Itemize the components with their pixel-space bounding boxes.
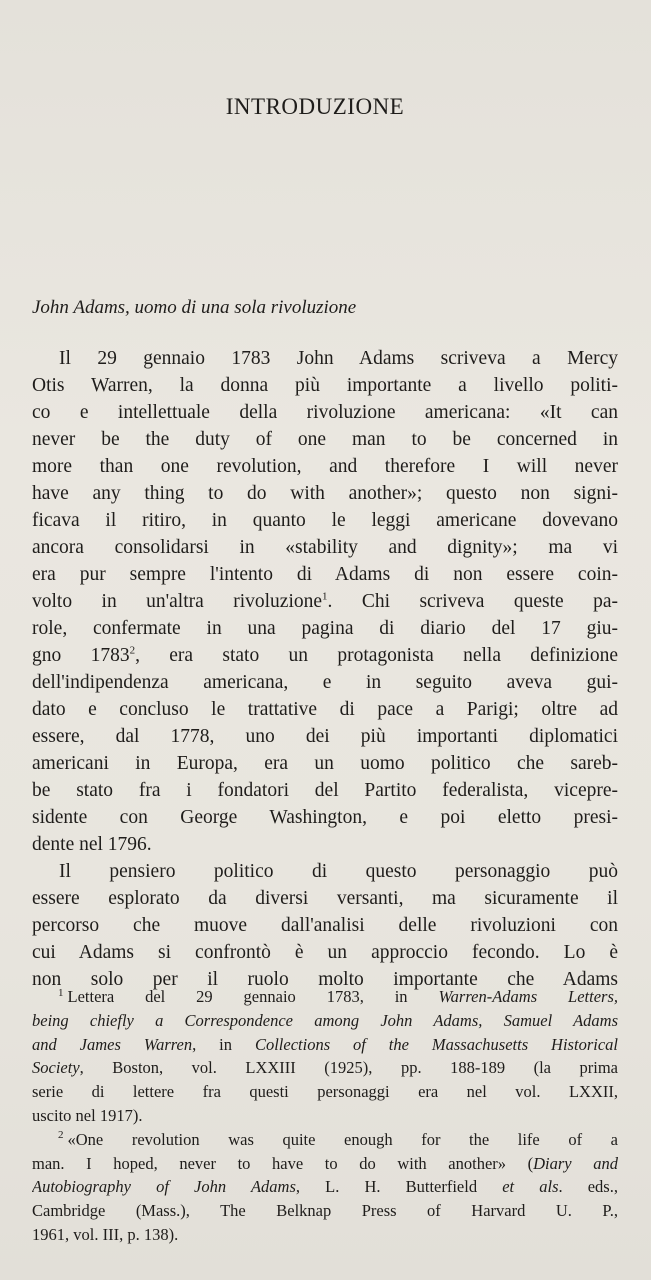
body-line: ancora consolidarsi in «stability and dignity»; ma vi (32, 537, 618, 558)
footnote-1-line (32, 1009, 618, 1033)
body-line: co e intellettuale della rivoluzione americana: «It can (32, 402, 618, 423)
body-line: cui Adams si confrontò è un approccio fecondo. Lo è (32, 942, 618, 963)
footnote-text: «One revolution was quite enough for the life of a (67, 1129, 618, 1149)
footnote-text: , Boston, vol. LXXIII (1925), pp. 188-189 (la prima (79, 1058, 618, 1078)
footnote-text: Lettera del 29 gennaio 1783, in (67, 987, 439, 1006)
footnote-text: . eds., (558, 1177, 618, 1197)
body-line: essere esplorato da diversi versanti, ma sicuramente il (32, 888, 618, 909)
footnote-italic: Diary and (533, 1153, 618, 1173)
footnote-italic: Society (32, 1058, 80, 1078)
footnote-1-mark: 1 (58, 986, 64, 999)
footnote-2-line: 1961, vol. III, p. 138). (32, 1224, 179, 1244)
footnote-text: , L. H. Butterfield (295, 1177, 503, 1197)
footnote-ref-2: 2 (129, 644, 136, 657)
body-line-head: volto in un'altra rivoluzione (32, 591, 323, 612)
body-line: dato e concluso le trattative di pace a Parigi; oltre ad (32, 699, 618, 720)
body-line: ficava il ritiro, in quanto le leggi americane dovevano (32, 510, 618, 531)
body-line-head: gno 1783 (32, 645, 130, 666)
footnote-2-line (32, 1152, 618, 1176)
body-line (32, 642, 618, 669)
body-line: more than one revolution, and therefore I will never (32, 456, 618, 477)
body-line: sidente con George Washington, e poi eletto presi- (32, 807, 618, 828)
body-line: era pur sempre l'intento di Adams di non essere coin- (32, 564, 618, 585)
footnotes (32, 985, 618, 1247)
body-line: percorso che muove dall'analisi delle rivoluzioni con (32, 915, 618, 936)
body-line: Otis Warren, la donna più importante a livello politi- (32, 375, 618, 396)
footnote-text: , in (192, 1034, 255, 1054)
body-line: dell'indipendenza americana, e in seguito aveva gui- (32, 672, 618, 693)
footnote-2-line (32, 1128, 618, 1152)
body-line-tail: , era stato un protagonista nella definizione (135, 645, 618, 666)
footnote-2-line (32, 1175, 618, 1199)
body-line: Il 29 gennaio 1783 John Adams scriveva a Mercy (59, 348, 618, 369)
footnote-italic: Collections of the Massachusetts Historical (254, 1034, 618, 1054)
footnote-italic: Autobiography of John Adams (32, 1177, 296, 1197)
body-line: non solo per il ruolo molto importante che Adams (32, 969, 618, 990)
body-line (32, 588, 618, 615)
body-line: Il pensiero politico di questo personaggio può (59, 861, 618, 882)
body-line: have any thing to do with another»; questo non signi- (32, 483, 618, 504)
footnote-1-line (32, 1056, 618, 1080)
footnote-italic: and James Warren (32, 1034, 193, 1054)
body-line: essere, dal 1778, uno dei più importanti diplomatici (32, 726, 618, 747)
footnote-1-line: uscito nel 1917). (32, 1105, 143, 1125)
body-line: dente nel 1796. (32, 834, 152, 855)
footnote-2-line: Cambridge (Mass.), The Belknap Press of Harvard U. P., (32, 1201, 618, 1221)
footnote-1-line (32, 985, 618, 1009)
footnote-1-line (32, 1033, 618, 1057)
footnote-2-mark: 2 (58, 1129, 64, 1142)
body-line-tail: . Chi scriveva queste pa- (327, 591, 618, 612)
footnote-1-line: serie di lettere fra questi personaggi era nel vol. LXXII, (32, 1082, 618, 1102)
body-text (32, 345, 618, 993)
chapter-title: INTRODUZIONE (225, 94, 405, 119)
body-line: americani in Europa, era un uomo politico che sareb- (32, 753, 618, 774)
footnote-italic: Warren-Adams Letters, (438, 987, 618, 1006)
body-line: role, confermate in una pagina di diario del 17 giu- (32, 618, 618, 639)
body-line: never be the duty of one man to be concerned in (32, 429, 618, 450)
body-line: be stato fra i fondatori del Partito federalista, vicepre- (32, 780, 618, 801)
footnote-ref-1: 1 (322, 590, 328, 603)
footnote-text: man. I hoped, never to have to do with another» ( (32, 1153, 534, 1173)
footnote-italic: et als (502, 1177, 559, 1197)
section-heading: John Adams, uomo di una sola rivoluzione (32, 297, 357, 318)
footnote-italic: being chiefly a Correspondence among John Adams, Samuel Adams (32, 1010, 618, 1030)
